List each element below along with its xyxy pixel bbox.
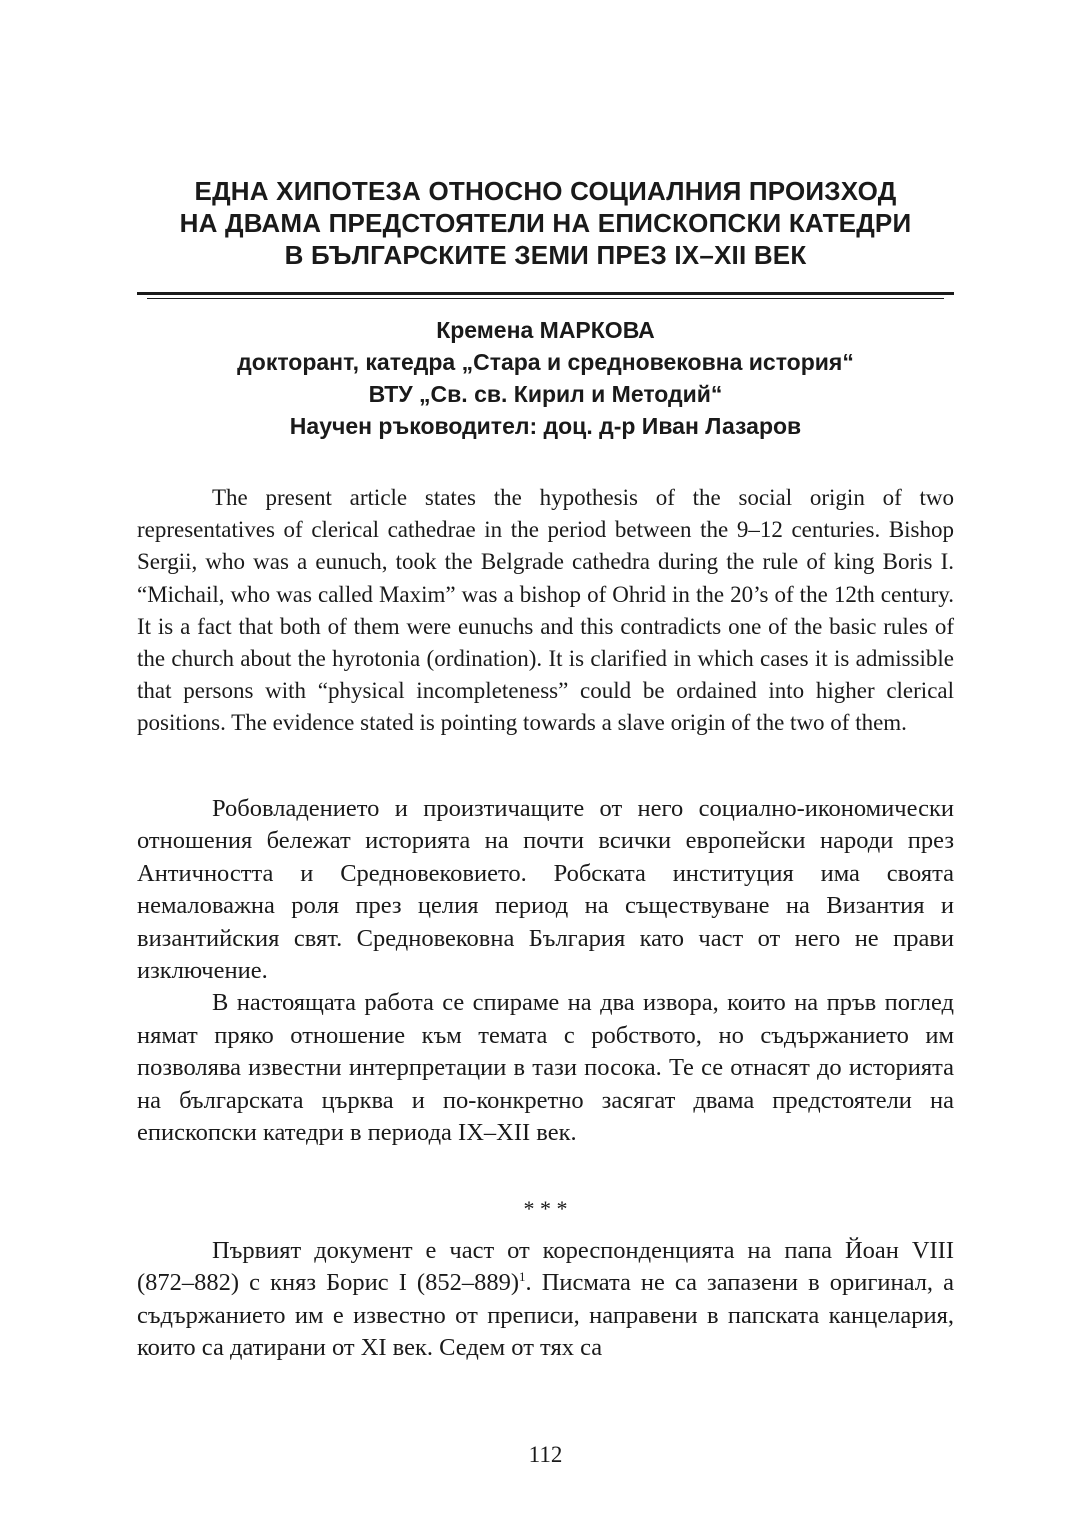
title-line-3: В БЪЛГАРСКИТЕ ЗЕМИ ПРЕЗ IX–XII ВЕК xyxy=(284,240,807,270)
title-divider-thick xyxy=(137,292,954,295)
abstract xyxy=(137,482,954,740)
paragraph-3-text-a: Първият документ е част от кореспонденцията на папа Йоан VIII (872–882) с княз Борис I (852–889) xyxy=(137,1237,954,1297)
body-section-main xyxy=(137,1235,954,1365)
body-section-intro xyxy=(137,793,954,1149)
body-paragraph-1: Робовладението и произтичащите от него социално-икономически отношения бележат историята на почти всички европейски народи през Античността и Средновековието. Робската институция има своята немаловажна роля през целия период на съществуване на Византия и византийския свят. Средновековна България като част от него не прави изключение. xyxy=(137,795,954,985)
title-line-2: НА ДВАМА ПРЕДСТОЯТЕЛИ НА ЕПИСКОПСКИ КАТЕДРИ xyxy=(179,208,912,238)
title-line-1: ЕДНА ХИПОТЕЗА ОТНОСНО СОЦИАЛНИЯ ПРОИЗХОД xyxy=(194,176,897,206)
article-title xyxy=(137,175,954,271)
abstract-text: The present article states the hypothesis of the social origin of two representatives of clerical cathedrae in the period between the 9–12 centuries. Bishop Sergii, who was a eunuch, took the Belgrade cathedra during the rule of king Boris I. “Michail, who was called Maxim” was a bishop of Ohrid in the 20’s of the 12th century. It is a fact that both of them were eunuchs and this contradicts one of the basic rules of the church about the hyrotonia (ordination). It is clarified in which cases it is admissible that persons with “physical incompleteness” could be ordained into higher clerical positions. The evidence stated is pointing towards a slave origin of the two of them. xyxy=(137,485,954,736)
body-paragraph-3 xyxy=(137,1235,954,1365)
footnote-marker[interactable]: 1 xyxy=(519,1269,526,1285)
title-divider-thin xyxy=(147,298,944,299)
paragraph-3-text-b: . Писмата не са запазени в оригинал, а съдържанието им е известно от преписи, направени в папската канцелария, които са датирани от XI век. Седем от тях са xyxy=(137,1269,954,1362)
author-position: докторант, катедра „Стара и средновековна история“ xyxy=(237,349,854,375)
section-separator: * * * xyxy=(523,1196,568,1221)
author-university: ВТУ „Св. св. Кирил и Методий“ xyxy=(368,381,723,407)
author-name: Кремена МАРКОВА xyxy=(436,317,655,343)
author-supervisor: Научен ръководител: доц. д-р Иван Лазаров xyxy=(289,413,802,439)
author-block xyxy=(137,314,954,442)
body-paragraph-2: В настоящата работа се спираме на два извора, които на пръв поглед нямат пряко отношение към темата с робството, но съдържанието им позволява известни интерпретации в тази посока. Те се отнасят до историята на българската църква и по-конкретно засягат двама предстоятели на епископски катедри в периода IX–XII век. xyxy=(137,989,954,1147)
page-number: 112 xyxy=(528,1442,563,1467)
